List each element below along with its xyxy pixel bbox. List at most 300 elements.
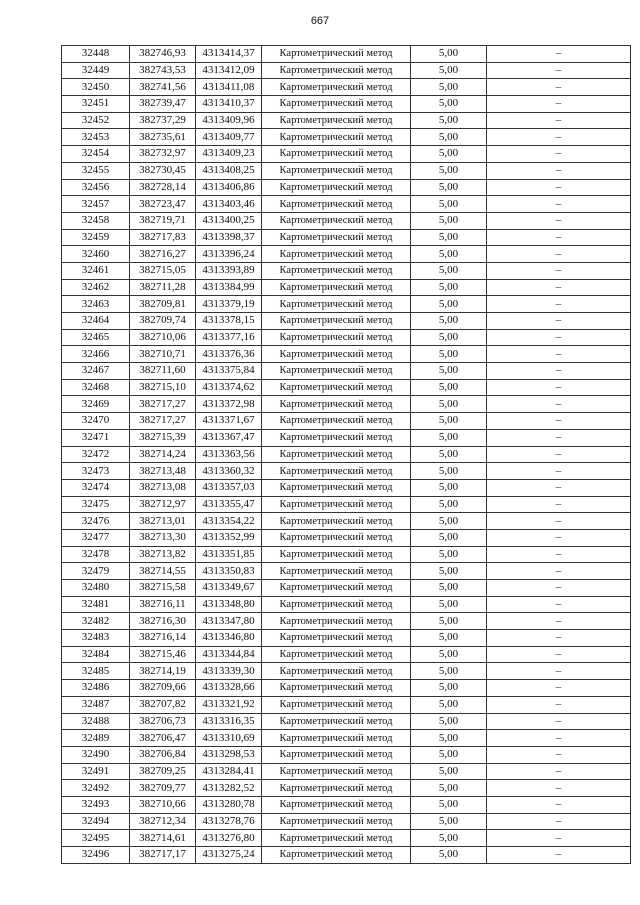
- point-number-cell: 32451: [62, 96, 130, 113]
- x-coordinate-cell: 382709,25: [130, 763, 196, 780]
- table-row: [62, 229, 631, 246]
- table-row: [62, 379, 631, 396]
- y-coordinate-cell: 4313282,52: [196, 780, 262, 797]
- y-coordinate-cell: 4313310,69: [196, 730, 262, 747]
- y-coordinate-cell: 4313350,83: [196, 563, 262, 580]
- y-coordinate-cell: 4313393,89: [196, 262, 262, 279]
- point-number-cell: 32492: [62, 780, 130, 797]
- table-row: [62, 763, 631, 780]
- accuracy-cell: 5,00: [411, 713, 487, 730]
- point-number-cell: 32459: [62, 229, 130, 246]
- x-coordinate-cell: 382712,34: [130, 813, 196, 830]
- method-cell: Картометрический метод: [262, 796, 411, 813]
- y-coordinate-cell: 4313377,16: [196, 329, 262, 346]
- table-row: [62, 296, 631, 313]
- y-coordinate-cell: 4313409,96: [196, 112, 262, 129]
- method-cell: Картометрический метод: [262, 646, 411, 663]
- table-row: [62, 413, 631, 430]
- method-cell: Картометрический метод: [262, 212, 411, 229]
- point-number-cell: 32448: [62, 46, 130, 63]
- y-coordinate-cell: 4313354,22: [196, 513, 262, 530]
- table-row: [62, 363, 631, 380]
- note-cell: –: [487, 529, 631, 546]
- method-cell: Картометрический метод: [262, 196, 411, 213]
- method-cell: Картометрический метод: [262, 129, 411, 146]
- y-coordinate-cell: 4313275,24: [196, 847, 262, 864]
- point-number-cell: 32462: [62, 279, 130, 296]
- accuracy-cell: 5,00: [411, 746, 487, 763]
- note-cell: –: [487, 613, 631, 630]
- note-cell: –: [487, 847, 631, 864]
- method-cell: Картометрический метод: [262, 496, 411, 513]
- table-row: [62, 62, 631, 79]
- table-row: [62, 96, 631, 113]
- table-row: [62, 329, 631, 346]
- accuracy-cell: 5,00: [411, 529, 487, 546]
- note-cell: –: [487, 196, 631, 213]
- note-cell: –: [487, 313, 631, 330]
- table-row: [62, 246, 631, 263]
- accuracy-cell: 5,00: [411, 46, 487, 63]
- note-cell: –: [487, 630, 631, 647]
- accuracy-cell: 5,00: [411, 580, 487, 597]
- method-cell: Картометрический метод: [262, 563, 411, 580]
- point-number-cell: 32491: [62, 763, 130, 780]
- note-cell: –: [487, 730, 631, 747]
- method-cell: Картометрический метод: [262, 663, 411, 680]
- table-row: [62, 696, 631, 713]
- y-coordinate-cell: 4313400,25: [196, 212, 262, 229]
- y-coordinate-cell: 4313403,46: [196, 196, 262, 213]
- x-coordinate-cell: 382713,08: [130, 479, 196, 496]
- note-cell: –: [487, 546, 631, 563]
- accuracy-cell: 5,00: [411, 446, 487, 463]
- accuracy-cell: 5,00: [411, 162, 487, 179]
- method-cell: Картометрический метод: [262, 479, 411, 496]
- coordinates-table: [61, 45, 631, 864]
- note-cell: –: [487, 212, 631, 229]
- accuracy-cell: 5,00: [411, 296, 487, 313]
- method-cell: Картометрический метод: [262, 680, 411, 697]
- table-row: [62, 46, 631, 63]
- x-coordinate-cell: 382746,93: [130, 46, 196, 63]
- table-row: [62, 613, 631, 630]
- table-row: [62, 630, 631, 647]
- accuracy-cell: 5,00: [411, 329, 487, 346]
- table-row: [62, 680, 631, 697]
- y-coordinate-cell: 4313367,47: [196, 429, 262, 446]
- page-number: 667: [310, 15, 330, 27]
- method-cell: Картометрический метод: [262, 96, 411, 113]
- table-row: [62, 262, 631, 279]
- y-coordinate-cell: 4313328,66: [196, 680, 262, 697]
- note-cell: –: [487, 796, 631, 813]
- point-number-cell: 32495: [62, 830, 130, 847]
- note-cell: –: [487, 446, 631, 463]
- accuracy-cell: 5,00: [411, 780, 487, 797]
- x-coordinate-cell: 382713,82: [130, 546, 196, 563]
- point-number-cell: 32482: [62, 613, 130, 630]
- accuracy-cell: 5,00: [411, 229, 487, 246]
- table-row: [62, 780, 631, 797]
- accuracy-cell: 5,00: [411, 513, 487, 530]
- y-coordinate-cell: 4313414,37: [196, 46, 262, 63]
- method-cell: Картометрический метод: [262, 696, 411, 713]
- table-row: [62, 129, 631, 146]
- x-coordinate-cell: 382737,29: [130, 112, 196, 129]
- x-coordinate-cell: 382714,55: [130, 563, 196, 580]
- note-cell: –: [487, 279, 631, 296]
- note-cell: –: [487, 96, 631, 113]
- accuracy-cell: 5,00: [411, 112, 487, 129]
- table-row: [62, 179, 631, 196]
- y-coordinate-cell: 4313410,37: [196, 96, 262, 113]
- accuracy-cell: 5,00: [411, 262, 487, 279]
- method-cell: Картометрический метод: [262, 446, 411, 463]
- note-cell: –: [487, 62, 631, 79]
- note-cell: –: [487, 112, 631, 129]
- accuracy-cell: 5,00: [411, 763, 487, 780]
- note-cell: –: [487, 596, 631, 613]
- x-coordinate-cell: 382717,27: [130, 413, 196, 430]
- accuracy-cell: 5,00: [411, 680, 487, 697]
- point-number-cell: 32468: [62, 379, 130, 396]
- point-number-cell: 32458: [62, 212, 130, 229]
- note-cell: –: [487, 746, 631, 763]
- y-coordinate-cell: 4313412,09: [196, 62, 262, 79]
- point-number-cell: 32463: [62, 296, 130, 313]
- note-cell: –: [487, 179, 631, 196]
- point-number-cell: 32489: [62, 730, 130, 747]
- x-coordinate-cell: 382717,27: [130, 396, 196, 413]
- point-number-cell: 32465: [62, 329, 130, 346]
- point-number-cell: 32467: [62, 363, 130, 380]
- table-row: [62, 847, 631, 864]
- y-coordinate-cell: 4313406,86: [196, 179, 262, 196]
- note-cell: –: [487, 696, 631, 713]
- point-number-cell: 32466: [62, 346, 130, 363]
- method-cell: Картометрический метод: [262, 713, 411, 730]
- point-number-cell: 32490: [62, 746, 130, 763]
- table-row: [62, 429, 631, 446]
- point-number-cell: 32488: [62, 713, 130, 730]
- note-cell: –: [487, 246, 631, 263]
- y-coordinate-cell: 4313408,25: [196, 162, 262, 179]
- method-cell: Картометрический метод: [262, 413, 411, 430]
- x-coordinate-cell: 382706,84: [130, 746, 196, 763]
- point-number-cell: 32493: [62, 796, 130, 813]
- method-cell: Картометрический метод: [262, 46, 411, 63]
- accuracy-cell: 5,00: [411, 847, 487, 864]
- table-row: [62, 730, 631, 747]
- table-row: [62, 563, 631, 580]
- accuracy-cell: 5,00: [411, 62, 487, 79]
- point-number-cell: 32485: [62, 663, 130, 680]
- method-cell: Картометрический метод: [262, 529, 411, 546]
- table-row: [62, 830, 631, 847]
- note-cell: –: [487, 296, 631, 313]
- method-cell: Картометрический метод: [262, 363, 411, 380]
- x-coordinate-cell: 382714,19: [130, 663, 196, 680]
- y-coordinate-cell: 4313357,03: [196, 479, 262, 496]
- note-cell: –: [487, 229, 631, 246]
- method-cell: Картометрический метод: [262, 313, 411, 330]
- note-cell: –: [487, 463, 631, 480]
- method-cell: Картометрический метод: [262, 246, 411, 263]
- y-coordinate-cell: 4313372,98: [196, 396, 262, 413]
- point-number-cell: 32484: [62, 646, 130, 663]
- method-cell: Картометрический метод: [262, 780, 411, 797]
- x-coordinate-cell: 382739,47: [130, 96, 196, 113]
- note-cell: –: [487, 346, 631, 363]
- method-cell: Картометрический метод: [262, 379, 411, 396]
- table-row: [62, 446, 631, 463]
- x-coordinate-cell: 382707,82: [130, 696, 196, 713]
- method-cell: Картометрический метод: [262, 580, 411, 597]
- y-coordinate-cell: 4313378,15: [196, 313, 262, 330]
- method-cell: Картометрический метод: [262, 596, 411, 613]
- point-number-cell: 32480: [62, 580, 130, 597]
- accuracy-cell: 5,00: [411, 246, 487, 263]
- accuracy-cell: 5,00: [411, 496, 487, 513]
- accuracy-cell: 5,00: [411, 830, 487, 847]
- x-coordinate-cell: 382711,60: [130, 363, 196, 380]
- accuracy-cell: 5,00: [411, 379, 487, 396]
- method-cell: Картометрический метод: [262, 162, 411, 179]
- table-row: [62, 463, 631, 480]
- y-coordinate-cell: 4313396,24: [196, 246, 262, 263]
- table-row: [62, 580, 631, 597]
- point-number-cell: 32457: [62, 196, 130, 213]
- x-coordinate-cell: 382713,48: [130, 463, 196, 480]
- accuracy-cell: 5,00: [411, 346, 487, 363]
- method-cell: Картометрический метод: [262, 346, 411, 363]
- method-cell: Картометрический метод: [262, 546, 411, 563]
- note-cell: –: [487, 513, 631, 530]
- method-cell: Картометрический метод: [262, 229, 411, 246]
- x-coordinate-cell: 382709,81: [130, 296, 196, 313]
- table-row: [62, 746, 631, 763]
- coordinates-table-body: [62, 46, 631, 864]
- table-row: [62, 279, 631, 296]
- accuracy-cell: 5,00: [411, 429, 487, 446]
- table-row: [62, 713, 631, 730]
- y-coordinate-cell: 4313360,32: [196, 463, 262, 480]
- point-number-cell: 32471: [62, 429, 130, 446]
- method-cell: Картометрический метод: [262, 847, 411, 864]
- x-coordinate-cell: 382711,28: [130, 279, 196, 296]
- accuracy-cell: 5,00: [411, 463, 487, 480]
- y-coordinate-cell: 4313398,37: [196, 229, 262, 246]
- point-number-cell: 32474: [62, 479, 130, 496]
- table-row: [62, 529, 631, 546]
- accuracy-cell: 5,00: [411, 146, 487, 163]
- note-cell: –: [487, 429, 631, 446]
- x-coordinate-cell: 382715,10: [130, 379, 196, 396]
- y-coordinate-cell: 4313280,78: [196, 796, 262, 813]
- point-number-cell: 32452: [62, 112, 130, 129]
- y-coordinate-cell: 4313355,47: [196, 496, 262, 513]
- accuracy-cell: 5,00: [411, 546, 487, 563]
- point-number-cell: 32470: [62, 413, 130, 430]
- table-row: [62, 663, 631, 680]
- x-coordinate-cell: 382714,24: [130, 446, 196, 463]
- accuracy-cell: 5,00: [411, 179, 487, 196]
- accuracy-cell: 5,00: [411, 96, 487, 113]
- note-cell: –: [487, 79, 631, 96]
- method-cell: Картометрический метод: [262, 296, 411, 313]
- note-cell: –: [487, 363, 631, 380]
- point-number-cell: 32479: [62, 563, 130, 580]
- point-number-cell: 32464: [62, 313, 130, 330]
- y-coordinate-cell: 4313409,77: [196, 129, 262, 146]
- note-cell: –: [487, 413, 631, 430]
- note-cell: –: [487, 580, 631, 597]
- point-number-cell: 32454: [62, 146, 130, 163]
- accuracy-cell: 5,00: [411, 479, 487, 496]
- method-cell: Картометрический метод: [262, 179, 411, 196]
- x-coordinate-cell: 382717,17: [130, 847, 196, 864]
- y-coordinate-cell: 4313374,62: [196, 379, 262, 396]
- note-cell: –: [487, 262, 631, 279]
- y-coordinate-cell: 4313349,67: [196, 580, 262, 597]
- note-cell: –: [487, 396, 631, 413]
- x-coordinate-cell: 382709,66: [130, 680, 196, 697]
- y-coordinate-cell: 4313348,80: [196, 596, 262, 613]
- x-coordinate-cell: 382713,01: [130, 513, 196, 530]
- note-cell: –: [487, 780, 631, 797]
- y-coordinate-cell: 4313411,08: [196, 79, 262, 96]
- table-row: [62, 646, 631, 663]
- method-cell: Картометрический метод: [262, 62, 411, 79]
- x-coordinate-cell: 382716,30: [130, 613, 196, 630]
- point-number-cell: 32477: [62, 529, 130, 546]
- x-coordinate-cell: 382741,56: [130, 79, 196, 96]
- table-row: [62, 813, 631, 830]
- point-number-cell: 32455: [62, 162, 130, 179]
- note-cell: –: [487, 663, 631, 680]
- x-coordinate-cell: 382712,97: [130, 496, 196, 513]
- y-coordinate-cell: 4313284,41: [196, 763, 262, 780]
- method-cell: Картометрический метод: [262, 630, 411, 647]
- method-cell: Картометрический метод: [262, 813, 411, 830]
- note-cell: –: [487, 813, 631, 830]
- x-coordinate-cell: 382716,11: [130, 596, 196, 613]
- note-cell: –: [487, 563, 631, 580]
- accuracy-cell: 5,00: [411, 563, 487, 580]
- method-cell: Картометрический метод: [262, 513, 411, 530]
- accuracy-cell: 5,00: [411, 79, 487, 96]
- point-number-cell: 32496: [62, 847, 130, 864]
- y-coordinate-cell: 4313321,92: [196, 696, 262, 713]
- y-coordinate-cell: 4313409,23: [196, 146, 262, 163]
- x-coordinate-cell: 382710,06: [130, 329, 196, 346]
- x-coordinate-cell: 382715,39: [130, 429, 196, 446]
- x-coordinate-cell: 382732,97: [130, 146, 196, 163]
- x-coordinate-cell: 382723,47: [130, 196, 196, 213]
- note-cell: –: [487, 129, 631, 146]
- table-row: [62, 196, 631, 213]
- point-number-cell: 32460: [62, 246, 130, 263]
- accuracy-cell: 5,00: [411, 129, 487, 146]
- method-cell: Картометрический метод: [262, 79, 411, 96]
- accuracy-cell: 5,00: [411, 313, 487, 330]
- note-cell: –: [487, 46, 631, 63]
- y-coordinate-cell: 4313384,99: [196, 279, 262, 296]
- note-cell: –: [487, 680, 631, 697]
- method-cell: Картометрический метод: [262, 396, 411, 413]
- point-number-cell: 32456: [62, 179, 130, 196]
- y-coordinate-cell: 4313316,35: [196, 713, 262, 730]
- y-coordinate-cell: 4313376,36: [196, 346, 262, 363]
- table-row: [62, 313, 631, 330]
- x-coordinate-cell: 382710,71: [130, 346, 196, 363]
- method-cell: Картометрический метод: [262, 746, 411, 763]
- accuracy-cell: 5,00: [411, 212, 487, 229]
- y-coordinate-cell: 4313363,56: [196, 446, 262, 463]
- y-coordinate-cell: 4313298,53: [196, 746, 262, 763]
- table-row: [62, 212, 631, 229]
- point-number-cell: 32473: [62, 463, 130, 480]
- x-coordinate-cell: 382735,61: [130, 129, 196, 146]
- point-number-cell: 32486: [62, 680, 130, 697]
- table-row: [62, 79, 631, 96]
- x-coordinate-cell: 382717,83: [130, 229, 196, 246]
- note-cell: –: [487, 713, 631, 730]
- table-row: [62, 112, 631, 129]
- method-cell: Картометрический метод: [262, 329, 411, 346]
- method-cell: Картометрический метод: [262, 830, 411, 847]
- point-number-cell: 32450: [62, 79, 130, 96]
- point-number-cell: 32461: [62, 262, 130, 279]
- accuracy-cell: 5,00: [411, 363, 487, 380]
- y-coordinate-cell: 4313339,30: [196, 663, 262, 680]
- y-coordinate-cell: 4313351,85: [196, 546, 262, 563]
- method-cell: Картометрический метод: [262, 262, 411, 279]
- note-cell: –: [487, 146, 631, 163]
- accuracy-cell: 5,00: [411, 196, 487, 213]
- table-row: [62, 596, 631, 613]
- table-row: [62, 162, 631, 179]
- accuracy-cell: 5,00: [411, 613, 487, 630]
- x-coordinate-cell: 382709,74: [130, 313, 196, 330]
- x-coordinate-cell: 382730,45: [130, 162, 196, 179]
- accuracy-cell: 5,00: [411, 730, 487, 747]
- point-number-cell: 32472: [62, 446, 130, 463]
- accuracy-cell: 5,00: [411, 646, 487, 663]
- method-cell: Картометрический метод: [262, 429, 411, 446]
- accuracy-cell: 5,00: [411, 663, 487, 680]
- y-coordinate-cell: 4313352,99: [196, 529, 262, 546]
- x-coordinate-cell: 382716,14: [130, 630, 196, 647]
- table-row: [62, 796, 631, 813]
- accuracy-cell: 5,00: [411, 813, 487, 830]
- method-cell: Картометрический метод: [262, 112, 411, 129]
- y-coordinate-cell: 4313276,80: [196, 830, 262, 847]
- x-coordinate-cell: 382715,05: [130, 262, 196, 279]
- y-coordinate-cell: 4313344,84: [196, 646, 262, 663]
- x-coordinate-cell: 382728,14: [130, 179, 196, 196]
- note-cell: –: [487, 162, 631, 179]
- y-coordinate-cell: 4313347,80: [196, 613, 262, 630]
- x-coordinate-cell: 382706,73: [130, 713, 196, 730]
- method-cell: Картометрический метод: [262, 730, 411, 747]
- point-number-cell: 32481: [62, 596, 130, 613]
- x-coordinate-cell: 382719,71: [130, 212, 196, 229]
- table-row: [62, 346, 631, 363]
- point-number-cell: 32449: [62, 62, 130, 79]
- table-row: [62, 479, 631, 496]
